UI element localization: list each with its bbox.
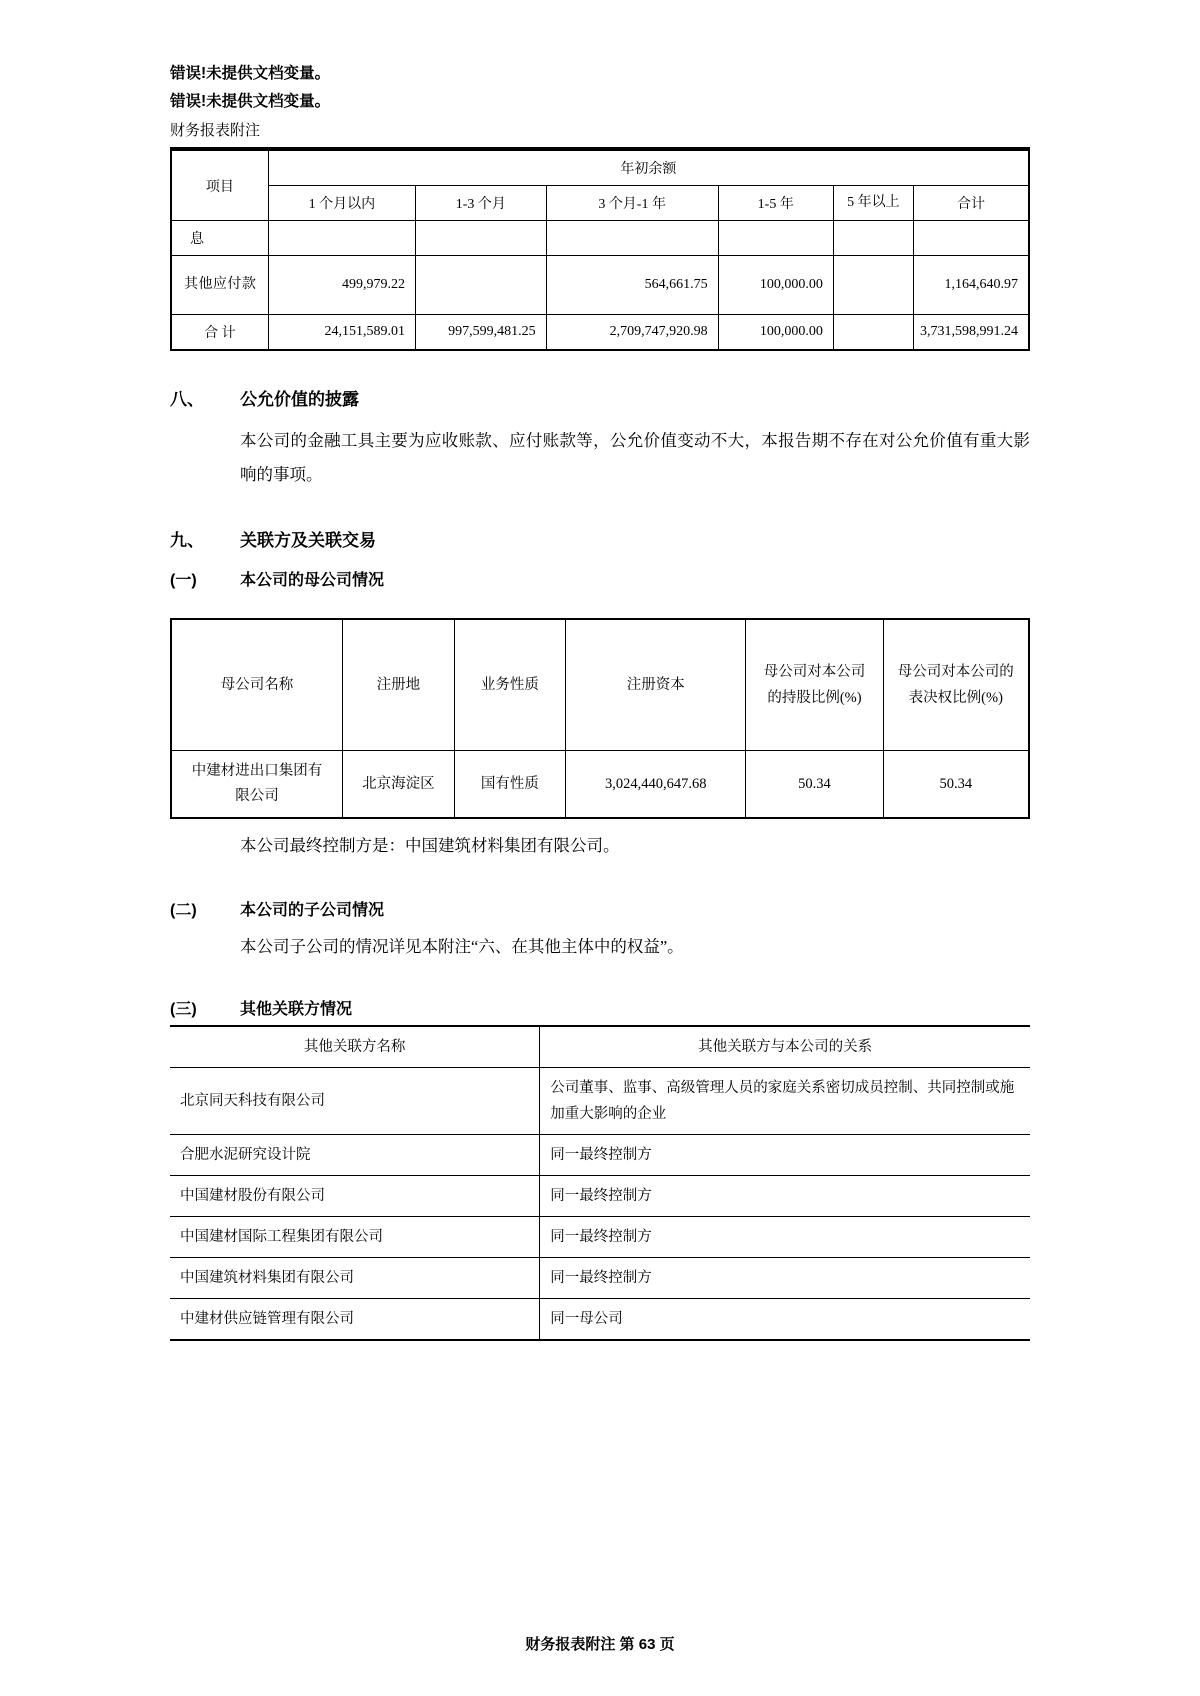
table-row xyxy=(170,1176,1030,1217)
table-row xyxy=(171,256,1029,315)
page-footer: 财务报表附注 第 63 页 xyxy=(525,1636,675,1653)
table-row xyxy=(171,315,1029,351)
section-8-body: 本公司的金融工具主要为应收账款、应付账款等，公允价值变动不大，本报告期不存在对公允价值有重大影响的事项。 xyxy=(240,431,1030,484)
cell xyxy=(914,221,1030,256)
subsection-number: (一) xyxy=(170,572,197,589)
cell-relation: 同一最终控制方 xyxy=(540,1258,1030,1299)
cell xyxy=(833,221,913,256)
cell-related-party-name: 合肥水泥研究设计院 xyxy=(170,1135,540,1176)
table-related-parties xyxy=(170,1025,1030,1341)
cell-relation: 同一最终控制方 xyxy=(540,1176,1030,1217)
header-relation: 其他关联方与本公司的关系 xyxy=(540,1026,1030,1068)
header-line-2: 错误!未提供文档变量。 xyxy=(170,93,331,110)
page-header xyxy=(170,60,1030,149)
cell: 1,164,640.97 xyxy=(914,256,1030,315)
table-parent-company-wrap xyxy=(170,618,1030,819)
header-col-5: 5 年以上 xyxy=(833,186,913,221)
table-related-parties-wrap xyxy=(170,1025,1030,1341)
cell xyxy=(546,221,718,256)
table-row xyxy=(170,1135,1030,1176)
cell-register-place: 北京海淀区 xyxy=(343,751,455,819)
subsection-title: 本公司的母公司情况 xyxy=(240,572,385,589)
cell-vote-ratio: 50.34 xyxy=(883,751,1029,819)
cell xyxy=(833,315,913,351)
cell-related-party-name: 北京同天科技有限公司 xyxy=(170,1068,540,1135)
table-row xyxy=(171,751,1029,819)
section-number: 九、 xyxy=(170,531,204,550)
header-col-6: 合计 xyxy=(914,186,1030,221)
row-label-2: 其他应付款 xyxy=(171,256,268,315)
header-col-2: 1-3 个月 xyxy=(415,186,546,221)
cell: 564,661.75 xyxy=(546,256,718,315)
cell: 24,151,589.01 xyxy=(268,315,415,351)
header-col-3: 3 个月-1 年 xyxy=(546,186,718,221)
table-row xyxy=(170,1258,1030,1299)
subsection-title: 本公司的子公司情况 xyxy=(240,902,385,919)
header-related-party-name: 其他关联方名称 xyxy=(170,1026,540,1068)
subsection-heading-9-2 xyxy=(170,897,1030,920)
header-registered-capital: 注册资本 xyxy=(566,619,746,751)
cell-share-ratio: 50.34 xyxy=(746,751,883,819)
cell: 100,000.00 xyxy=(718,256,833,315)
cell-parent-name: 中建材进出口集团有限公司 xyxy=(171,751,343,819)
cell-relation: 公司董事、监事、高级管理人员的家庭关系密切成员控制、共同控制或施加重大影响的企业 xyxy=(540,1068,1030,1135)
cell xyxy=(415,256,546,315)
header-register-place: 注册地 xyxy=(343,619,455,751)
cell: 997,599,481.25 xyxy=(415,315,546,351)
cell-business-nature: 国有性质 xyxy=(454,751,566,819)
row-label-3: 合 计 xyxy=(171,315,268,351)
subsection-heading-9-1 xyxy=(170,567,1030,590)
cell-related-party-name: 中建材供应链管理有限公司 xyxy=(170,1299,540,1341)
section-heading-9 xyxy=(170,526,1030,551)
cell: 499,979.22 xyxy=(268,256,415,315)
subsection-title: 其他关联方情况 xyxy=(240,1001,353,1018)
header-item: 项目 xyxy=(171,150,268,221)
subsection-number: (二) xyxy=(170,902,197,919)
table-row xyxy=(171,221,1029,256)
cell: 2,709,747,920.98 xyxy=(546,315,718,351)
header-group: 年初余额 xyxy=(268,150,1029,186)
header-col-1: 1 个月以内 xyxy=(268,186,415,221)
table-aging-continued xyxy=(170,149,1030,351)
table-parent-company xyxy=(170,618,1030,819)
subsection-number: (三) xyxy=(170,1001,197,1018)
header-business-nature: 业务性质 xyxy=(454,619,566,751)
table-row xyxy=(171,619,1029,751)
cell-related-party-name: 中国建材股份有限公司 xyxy=(170,1176,540,1217)
table-row xyxy=(171,186,1029,221)
table-row xyxy=(171,150,1029,186)
table-row xyxy=(170,1068,1030,1135)
header-line-1: 错误!未提供文档变量。 xyxy=(170,65,331,82)
table-row xyxy=(170,1299,1030,1341)
cell xyxy=(718,221,833,256)
table-row xyxy=(170,1026,1030,1068)
header-parent-name: 母公司名称 xyxy=(171,619,343,751)
subsection-heading-9-3 xyxy=(170,996,1030,1019)
section-number: 八、 xyxy=(170,390,204,409)
header-line-3: 财务报表附注 xyxy=(170,118,1030,149)
subsection-9-2-body: 本公司子公司的情况详见本附注“六、在其他主体中的权益”。 xyxy=(240,937,684,956)
cell: 100,000.00 xyxy=(718,315,833,351)
header-vote-ratio: 母公司对本公司的表决权比例(%) xyxy=(883,619,1029,751)
cell-relation: 同一最终控制方 xyxy=(540,1135,1030,1176)
header-col-4: 1-5 年 xyxy=(718,186,833,221)
cell xyxy=(833,256,913,315)
section-title: 关联方及关联交易 xyxy=(240,531,376,550)
cell-registered-capital: 3,024,440,647.68 xyxy=(566,751,746,819)
cell: 3,731,598,991.24 xyxy=(914,315,1030,351)
ultimate-controller-note: 本公司最终控制方是：中国建筑材料集团有限公司。 xyxy=(240,836,620,855)
row-label-1: 息 xyxy=(171,221,268,256)
cell-related-party-name: 中国建筑材料集团有限公司 xyxy=(170,1258,540,1299)
cell-relation: 同一最终控制方 xyxy=(540,1217,1030,1258)
cell xyxy=(415,221,546,256)
section-title: 公允价值的披露 xyxy=(240,390,359,409)
cell-related-party-name: 中国建材国际工程集团有限公司 xyxy=(170,1217,540,1258)
header-share-ratio: 母公司对本公司的持股比例(%) xyxy=(746,619,883,751)
cell-relation: 同一母公司 xyxy=(540,1299,1030,1341)
table-row xyxy=(170,1217,1030,1258)
section-heading-8 xyxy=(170,385,1030,410)
cell xyxy=(268,221,415,256)
